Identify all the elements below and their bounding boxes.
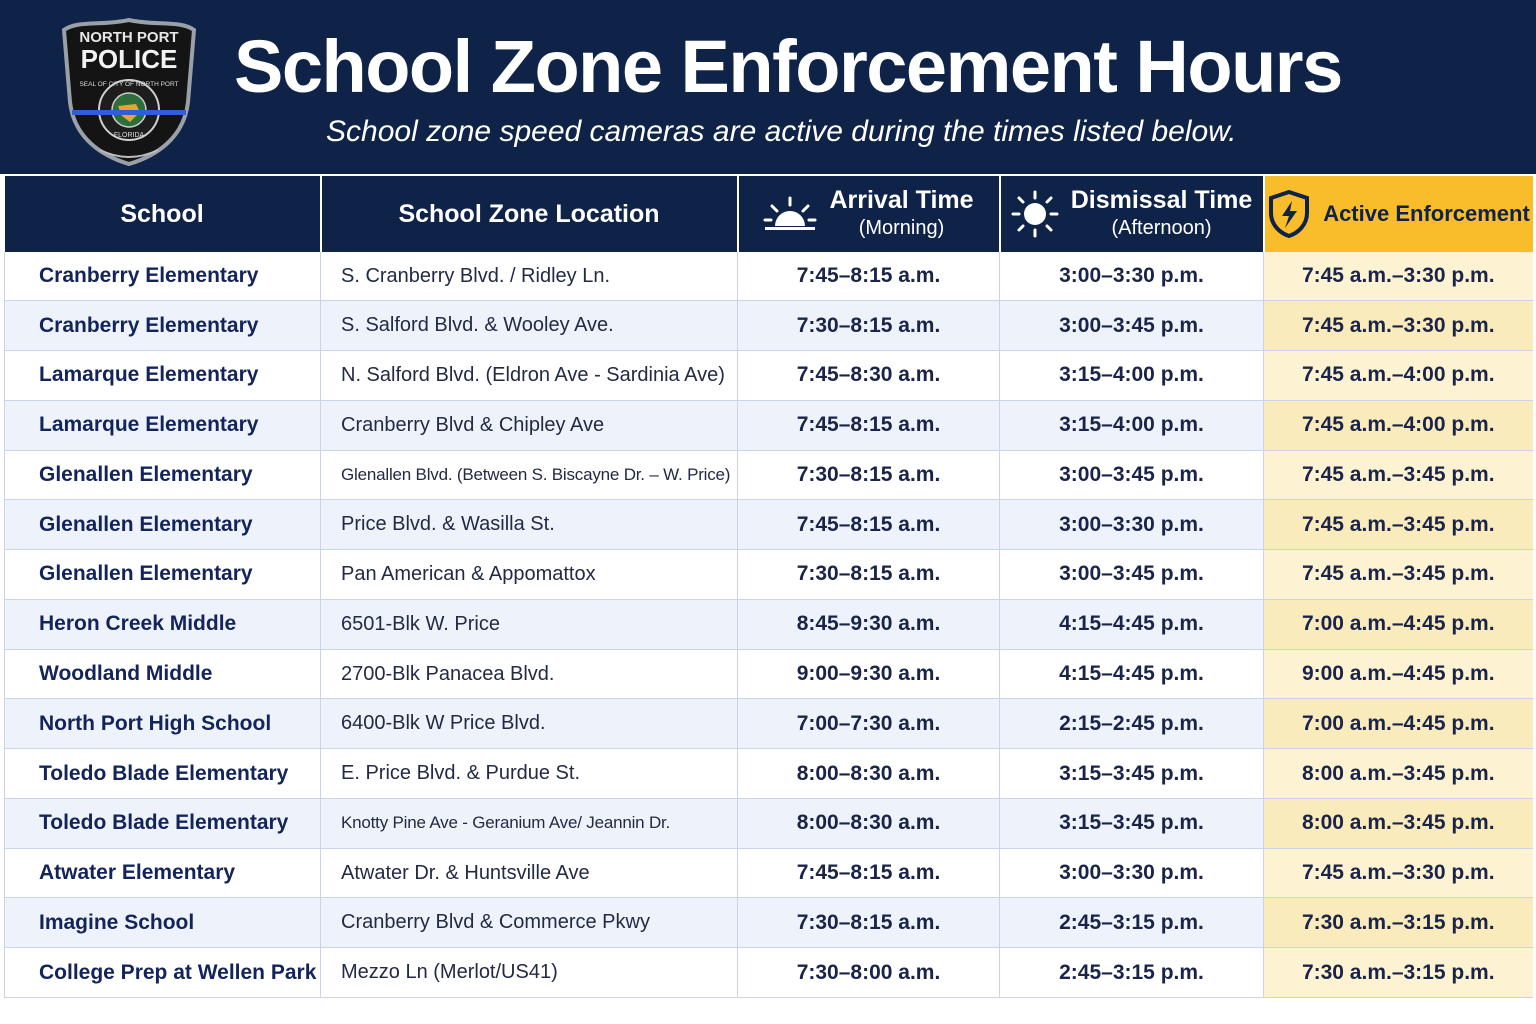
table-row [5,649,1533,699]
dismissal-cell: 3:15–4:00 p.m. [1000,351,1264,401]
sun-icon [1011,190,1059,238]
enforcement-cell: 7:45 a.m.–3:30 p.m. [1264,301,1533,351]
enforcement-cell: 7:45 a.m.–4:00 p.m. [1264,351,1533,401]
table-row [5,400,1533,450]
school-cell: Cranberry Elementary [5,252,321,301]
column-header-dismissal-sub: (Afternoon) [1111,217,1212,239]
column-header-dismissal [1000,176,1264,252]
school-cell: Woodland Middle [5,649,321,699]
table-row [5,301,1533,351]
school-cell: Lamarque Elementary [5,400,321,450]
column-header-arrival-label: Arrival Time [829,186,974,214]
enforcement-cell: 7:45 a.m.–3:30 p.m. [1264,848,1533,898]
location-cell: Cranberry Blvd & Commerce Pkwy [321,898,738,948]
table-row [5,948,1533,998]
school-cell: College Prep at Wellen Park [5,948,321,998]
school-cell: Imagine School [5,898,321,948]
header-banner [0,0,1536,174]
school-cell: Toledo Blade Elementary [5,798,321,848]
enforcement-cell: 7:00 a.m.–4:45 p.m. [1264,699,1533,749]
arrival-cell: 7:45–8:15 a.m. [738,400,1000,450]
arrival-cell: 8:00–8:30 a.m. [738,798,1000,848]
location-cell: N. Salford Blvd. (Eldron Ave - Sardinia Ave) [321,351,738,401]
school-cell: Atwater Elementary [5,848,321,898]
location-cell: Cranberry Blvd & Chipley Ave [321,400,738,450]
arrival-cell: 7:30–8:15 a.m. [738,301,1000,351]
enforcement-cell: 8:00 a.m.–3:45 p.m. [1264,798,1533,848]
enforcement-cell: 7:00 a.m.–4:45 p.m. [1264,599,1533,649]
table-header-row [5,176,1533,252]
table-row [5,848,1533,898]
dismissal-cell: 2:15–2:45 p.m. [1000,699,1264,749]
enforcement-cell: 7:45 a.m.–3:45 p.m. [1264,550,1533,600]
table-row [5,599,1533,649]
location-cell: S. Cranberry Blvd. / Ridley Ln. [321,252,738,301]
enforcement-cell: 7:45 a.m.–3:45 p.m. [1264,500,1533,550]
enforcement-cell: 7:30 a.m.–3:15 p.m. [1264,898,1533,948]
column-header-school [5,176,321,252]
column-header-location-label: School Zone Location [398,199,660,228]
location-cell: S. Salford Blvd. & Wooley Ave. [321,301,738,351]
location-cell: Price Blvd. & Wasilla St. [321,500,738,550]
dismissal-cell: 4:15–4:45 p.m. [1000,599,1264,649]
enforcement-cell: 7:30 a.m.–3:15 p.m. [1264,948,1533,998]
sunrise-icon [763,194,817,234]
table-row [5,699,1533,749]
arrival-cell: 7:00–7:30 a.m. [738,699,1000,749]
badge-state-text: FLORIDA [113,132,145,139]
location-cell: Atwater Dr. & Huntsville Ave [321,848,738,898]
arrival-cell: 8:45–9:30 a.m. [738,599,1000,649]
badge-top-text: NORTH PORT [79,29,179,46]
location-cell: Pan American & Appomattox [321,550,738,600]
enforcement-hours-table [4,176,1533,998]
location-cell: Knotty Pine Ave - Geranium Ave/ Jeannin Dr. [321,798,738,848]
dismissal-cell: 3:00–3:30 p.m. [1000,500,1264,550]
arrival-cell: 7:30–8:15 a.m. [738,898,1000,948]
school-cell: Lamarque Elementary [5,351,321,401]
table-row [5,252,1533,301]
school-cell: Heron Creek Middle [5,599,321,649]
location-cell: Glenallen Blvd. (Between S. Biscayne Dr. – W. Price) [321,450,738,500]
column-header-location [321,176,738,252]
enforcement-cell: 7:45 a.m.–4:00 p.m. [1264,400,1533,450]
location-cell: 6501-Blk W. Price [321,599,738,649]
arrival-cell: 8:00–8:30 a.m. [738,749,1000,799]
school-cell: Toledo Blade Elementary [5,749,321,799]
shield-icon [1267,189,1311,239]
arrival-cell: 7:30–8:15 a.m. [738,450,1000,500]
table-row [5,550,1533,600]
dismissal-cell: 4:15–4:45 p.m. [1000,649,1264,699]
column-header-enforcement-label: Active Enforcement [1323,201,1530,226]
dismissal-cell: 2:45–3:15 p.m. [1000,948,1264,998]
enforcement-cell: 7:45 a.m.–3:30 p.m. [1264,252,1533,301]
dismissal-cell: 3:15–3:45 p.m. [1000,749,1264,799]
enforcement-cell: 7:45 a.m.–3:45 p.m. [1264,450,1533,500]
police-badge-icon [60,14,198,168]
location-cell: E. Price Blvd. & Purdue St. [321,749,738,799]
dismissal-cell: 3:00–3:30 p.m. [1000,252,1264,301]
location-cell: 2700-Blk Panacea Blvd. [321,649,738,699]
school-cell: North Port High School [5,699,321,749]
table-row [5,749,1533,799]
arrival-cell: 7:45–8:15 a.m. [738,848,1000,898]
school-cell: Glenallen Elementary [5,450,321,500]
badge-seal-text: SEAL OF CITY OF NORTH PORT [79,81,179,88]
dismissal-cell: 3:00–3:45 p.m. [1000,450,1264,500]
page-title: School Zone Enforcement Hours [234,25,1342,108]
school-cell: Glenallen Elementary [5,500,321,550]
arrival-cell: 7:45–8:15 a.m. [738,252,1000,301]
arrival-cell: 7:45–8:15 a.m. [738,500,1000,550]
column-header-arrival-sub: (Morning) [858,217,945,239]
table-row [5,450,1533,500]
dismissal-cell: 3:15–3:45 p.m. [1000,798,1264,848]
column-header-dismissal-label: Dismissal Time [1070,186,1253,214]
arrival-cell: 9:00–9:30 a.m. [738,649,1000,699]
badge-main-text: POLICE [80,44,178,74]
school-cell: Cranberry Elementary [5,301,321,351]
column-header-school-label: School [120,199,204,228]
column-header-arrival [738,176,1000,252]
table-row [5,351,1533,401]
enforcement-cell: 9:00 a.m.–4:45 p.m. [1264,649,1533,699]
arrival-cell: 7:30–8:00 a.m. [738,948,1000,998]
school-cell: Glenallen Elementary [5,550,321,600]
table-row [5,798,1533,848]
arrival-cell: 7:45–8:30 a.m. [738,351,1000,401]
dismissal-cell: 3:00–3:45 p.m. [1000,301,1264,351]
dismissal-cell: 3:15–4:00 p.m. [1000,400,1264,450]
dismissal-cell: 3:00–3:30 p.m. [1000,848,1264,898]
page-subtitle: School zone speed cameras are active during the times listed below. [326,115,1237,148]
column-header-enforcement [1264,176,1533,252]
enforcement-cell: 8:00 a.m.–3:45 p.m. [1264,749,1533,799]
table-row [5,898,1533,948]
location-cell: Mezzo Ln (Merlot/US41) [321,948,738,998]
table-row [5,500,1533,550]
dismissal-cell: 3:00–3:45 p.m. [1000,550,1264,600]
location-cell: 6400-Blk W Price Blvd. [321,699,738,749]
arrival-cell: 7:30–8:15 a.m. [738,550,1000,600]
dismissal-cell: 2:45–3:15 p.m. [1000,898,1264,948]
